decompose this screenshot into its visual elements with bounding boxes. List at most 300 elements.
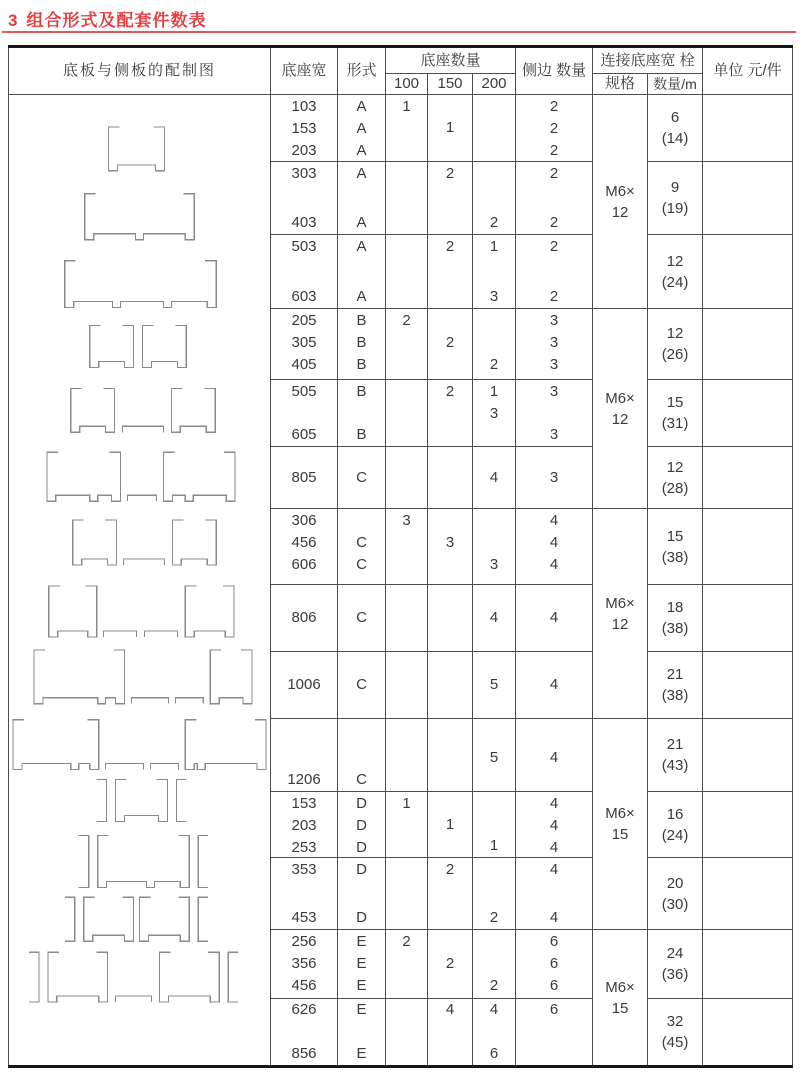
form-c-base-1206-piece (106, 764, 144, 770)
cell-value: 3 (549, 333, 559, 351)
cell-value (516, 1043, 592, 1065)
cell-value: 4 (549, 609, 559, 626)
qty-150-cell (428, 792, 473, 858)
base-width-cell (271, 719, 338, 792)
form-e-base-256-piece (84, 897, 134, 941)
cell-value: 4 (489, 609, 499, 626)
bolt-qty-cell (648, 858, 703, 930)
cell-value: 2 (445, 954, 455, 972)
cell-value: 1 (489, 237, 499, 255)
cell-value: 1 (445, 119, 455, 136)
base-width-cell (271, 652, 338, 719)
qty-line: (14) (661, 130, 689, 147)
cell-value: B (356, 425, 367, 443)
cell-value: 6 (489, 1045, 499, 1062)
form-d-base-353-piece (98, 835, 190, 887)
cell-value (386, 907, 427, 929)
cell-value: 356 (291, 954, 317, 972)
form-b-base-205-piece (142, 326, 186, 368)
side-qty-cell (516, 652, 593, 719)
qty-200-cell (473, 585, 516, 652)
header-qty-150: 150 (428, 74, 473, 95)
cell-value: 4 (549, 816, 559, 834)
form-d-base-153-piece (176, 780, 186, 822)
cell-value: 3 (549, 382, 559, 400)
header-qty-200: 200 (473, 74, 516, 95)
cell-value: 4 (549, 748, 559, 766)
qty-150-cell (428, 585, 473, 652)
qty-line: 12 (666, 458, 684, 476)
qty-line: 24 (666, 945, 684, 962)
spec-line: 15 (611, 999, 629, 1017)
cell-value: 2 (445, 860, 455, 878)
qty-line: 20 (666, 874, 684, 892)
cell-value (428, 1043, 472, 1065)
qty-line: 15 (666, 527, 684, 545)
bolt-qty-value (648, 251, 702, 293)
cell-value: 3 (445, 533, 455, 551)
cell-value (473, 332, 515, 354)
cell-value: C (356, 468, 367, 486)
cell-value (386, 975, 427, 997)
base-width-cell (271, 999, 338, 1067)
side-qty-cell (516, 585, 593, 652)
cell-value: 2 (445, 382, 455, 400)
form-c-base-1206 (13, 720, 266, 770)
form-d-base-153-piece (97, 780, 107, 822)
header-form: 形式 (338, 47, 386, 95)
qty-100-cell (386, 95, 428, 162)
side-qty-cell (516, 858, 593, 930)
cell-value: E (356, 1045, 367, 1062)
form-b-base-505-piece (171, 388, 215, 432)
cell-value: 1 (489, 382, 499, 400)
cell-value: 3 (549, 311, 559, 329)
cell-value: 2 (445, 164, 455, 182)
bolt-qty-cell (648, 95, 703, 162)
form-b-base-805-piece (163, 452, 235, 501)
bolt-qty-cell (648, 162, 703, 235)
form-c-base-806-piece (185, 586, 234, 637)
bolt-qty-value (648, 526, 702, 568)
qty-line: (26) (661, 346, 689, 363)
qty-200-cell (473, 858, 516, 930)
form-c-base-306-piece (124, 559, 165, 565)
cell-value: 856 (291, 1045, 317, 1062)
cell-value: 2 (445, 237, 455, 255)
qty-200-cell (473, 235, 516, 309)
cell-value (386, 1043, 427, 1065)
qty-150-cell (428, 999, 473, 1067)
form-b-base-205 (90, 326, 187, 368)
unit-price-cell (703, 447, 793, 509)
cell-value: E (356, 954, 367, 972)
qty-100-cell (386, 858, 428, 930)
bolt-qty-cell (648, 652, 703, 719)
form-c-base-806-piece (104, 631, 137, 637)
bolt-spec-value (593, 388, 647, 430)
unit-price-cell (703, 585, 793, 652)
qty-200-cell (473, 999, 516, 1067)
cell-value: 2 (489, 213, 499, 231)
bolt-spec-cell (593, 930, 648, 1067)
cell-value: 1 (402, 97, 411, 115)
cell-value: 4 (549, 860, 559, 878)
bolt-spec-value (593, 803, 647, 845)
qty-line: (38) (661, 548, 689, 566)
cell-value (386, 402, 427, 424)
base-width-cell (271, 162, 338, 235)
cell-value: 6 (549, 932, 559, 950)
form-cell (338, 858, 386, 930)
qty-100-cell (386, 719, 428, 792)
cell-value (386, 953, 427, 975)
cell-value (428, 554, 472, 576)
cell-value: C (356, 609, 367, 626)
bolt-qty-value (648, 873, 702, 915)
cell-value (473, 139, 515, 161)
cell-value: 205 (291, 311, 317, 329)
section-title: 组合形式及配套件数表 (26, 11, 207, 30)
header-bolt-qty-per-m: 数量/m (648, 74, 703, 95)
cell-value (271, 403, 337, 424)
cell-value: 603 (291, 287, 317, 305)
cell-value (428, 510, 472, 532)
form-cell (338, 652, 386, 719)
qty-line: 6 (670, 109, 680, 126)
cell-value: 2 (402, 311, 411, 329)
cell-value: 303 (291, 164, 317, 182)
spec-line: M6× (605, 978, 635, 996)
bolt-spec-cell (593, 719, 648, 930)
qty-100-cell (386, 930, 428, 999)
cell-value (428, 286, 472, 308)
form-cell (338, 309, 386, 380)
qty-150-cell (428, 162, 473, 235)
form-a-base-500-piece (65, 261, 216, 308)
qty-line: 18 (666, 599, 684, 616)
bolt-qty-value (648, 457, 702, 499)
form-d-base-153-piece (116, 780, 168, 822)
spec-line: 15 (611, 826, 629, 843)
bolt-qty-cell (648, 719, 703, 792)
qty-150-cell (428, 652, 473, 719)
qty-200-cell (473, 380, 516, 447)
qty-150-cell (428, 235, 473, 309)
base-width-cell (271, 585, 338, 652)
form-cell (338, 999, 386, 1067)
form-cell (338, 380, 386, 447)
cell-value: 505 (291, 382, 317, 400)
qty-line: (24) (661, 273, 689, 291)
form-d-base-153 (97, 780, 187, 822)
spec-line: M6× (605, 594, 635, 612)
form-c-base-806-piece (144, 631, 177, 637)
cell-value (473, 117, 515, 139)
cell-value: 2 (489, 908, 499, 926)
side-qty-cell (516, 162, 593, 235)
base-width-cell (271, 309, 338, 380)
bolt-qty-cell (648, 999, 703, 1067)
unit-price-cell (703, 309, 793, 380)
form-c-base-1006-piece (210, 650, 252, 704)
spec-line: M6× (605, 182, 635, 200)
cell-value (386, 747, 427, 769)
bolt-spec-value (593, 593, 647, 635)
cell-value (428, 310, 472, 332)
cell-value (473, 510, 515, 532)
side-qty-cell (516, 792, 593, 858)
cell-value (386, 354, 427, 376)
cell-value (473, 310, 515, 332)
form-c-base-806-piece (49, 586, 97, 637)
qty-line: (38) (661, 620, 689, 637)
cell-value: 456 (291, 976, 317, 994)
bolt-qty-value (648, 804, 702, 846)
spec-line: 12 (611, 410, 629, 428)
qty-line: 21 (666, 736, 684, 753)
cell-value (386, 424, 427, 446)
cell-value: A (356, 237, 367, 255)
cell-value: 3 (489, 555, 499, 573)
form-e-base-256-piece (65, 897, 75, 941)
unit-price-cell (703, 235, 793, 309)
form-a-base-300-piece (85, 194, 195, 240)
cell-value (386, 286, 427, 308)
bolt-qty-cell (648, 792, 703, 858)
cell-value (386, 769, 427, 791)
unit-price-cell (703, 652, 793, 719)
qty-100-cell (386, 792, 428, 858)
cell-value: 2 (549, 287, 559, 305)
cell-value: 4 (549, 511, 559, 529)
bolt-qty-value (648, 392, 702, 434)
bolt-qty-value (648, 943, 702, 985)
base-width-cell (271, 380, 338, 447)
form-cell (338, 792, 386, 858)
qty-150-cell (428, 447, 473, 509)
form-e-base-626 (29, 952, 238, 1002)
form-c-base-1006 (34, 650, 252, 704)
unit-price-cell (703, 380, 793, 447)
cell-value: 606 (291, 555, 317, 573)
unit-price-cell (703, 95, 793, 162)
cell-value: 3 (549, 468, 559, 486)
form-a-base-500 (65, 261, 216, 308)
qty-100-cell (386, 509, 428, 585)
cell-value (386, 236, 427, 258)
qty-100-cell (386, 585, 428, 652)
side-qty-cell (516, 380, 593, 447)
qty-line: (28) (661, 479, 689, 497)
cell-value: D (356, 838, 367, 856)
combination-spec-table (8, 45, 793, 1068)
cell-value: A (356, 287, 367, 305)
side-qty-cell (516, 509, 593, 585)
form-b-base-805-piece (47, 452, 121, 501)
cell-value: 2 (549, 119, 559, 137)
cell-value: 3 (402, 511, 411, 529)
form-c-base-1006-piece (34, 650, 125, 704)
cell-value: 3 (549, 355, 559, 373)
form-c-base-1006-piece (175, 698, 203, 704)
cell-value: B (356, 311, 367, 329)
unit-price-cell (703, 930, 793, 999)
form-a-base-100-piece (109, 127, 165, 171)
header-base-width: 底座宽 (271, 47, 338, 95)
base-width-cell (271, 792, 338, 858)
cell-value: 503 (291, 237, 317, 255)
cell-value: 1 (445, 815, 455, 833)
cell-value: E (356, 932, 367, 950)
qty-line: 12 (666, 325, 684, 342)
cell-value (386, 554, 427, 576)
bolt-qty-value (648, 323, 702, 365)
form-c-base-306-piece (172, 520, 216, 565)
cell-value: C (356, 770, 367, 788)
cell-value: 6 (549, 954, 559, 972)
cell-value: D (356, 908, 367, 926)
profile-diagrams (9, 95, 270, 1065)
form-d-base-353-piece (198, 835, 208, 887)
cell-value: 253 (291, 838, 317, 856)
cell-value: 405 (291, 355, 317, 373)
qty-150-cell (428, 95, 473, 162)
cell-value: 4 (549, 838, 559, 856)
form-a-base-100 (109, 127, 165, 171)
form-c-base-1206-piece (150, 764, 178, 770)
form-e-base-626-piece (228, 952, 238, 1002)
qty-150-cell (428, 509, 473, 585)
cell-value: 2 (445, 333, 455, 351)
bolt-qty-cell (648, 447, 703, 509)
cell-value (428, 403, 472, 425)
qty-200-cell (473, 719, 516, 792)
cell-value: 2 (489, 976, 499, 994)
qty-line: (31) (661, 415, 689, 432)
cell-value: 1206 (287, 770, 321, 788)
qty-line: (43) (661, 757, 689, 774)
bolt-qty-value (648, 1011, 702, 1053)
cell-value (386, 212, 427, 234)
qty-200-cell (473, 930, 516, 999)
cell-value: 203 (291, 816, 317, 834)
unit-price-cell (703, 509, 793, 585)
qty-150-cell (428, 719, 473, 792)
bolt-spec-cell (593, 309, 648, 509)
bolt-qty-cell (648, 235, 703, 309)
qty-line: 32 (666, 1013, 684, 1030)
cell-value: 2 (549, 97, 559, 115)
cell-value: 806 (291, 609, 317, 626)
cell-value (473, 163, 515, 185)
cell-value: A (356, 141, 367, 159)
side-qty-cell (516, 309, 593, 380)
cell-value: 2 (549, 213, 559, 231)
cell-value (473, 96, 515, 118)
cell-value: 456 (291, 533, 317, 551)
cell-value (386, 607, 427, 629)
qty-100-cell (386, 652, 428, 719)
cell-value: 103 (291, 97, 317, 115)
form-b-base-505-piece (123, 426, 164, 432)
spec-line: M6× (605, 805, 635, 822)
cell-value (338, 747, 385, 769)
qty-line: (36) (661, 966, 689, 983)
cell-value: B (356, 355, 367, 373)
cell-value: 6 (549, 1001, 559, 1018)
cell-value: 4 (549, 555, 559, 573)
cell-value (428, 793, 472, 814)
bolt-qty-value (648, 177, 702, 219)
form-c-base-806 (49, 586, 234, 637)
cell-value: 3 (489, 287, 499, 305)
cell-value (271, 747, 337, 769)
unit-price-cell (703, 858, 793, 930)
cell-value (428, 836, 472, 857)
base-width-cell (271, 509, 338, 585)
cell-value (386, 467, 427, 489)
cell-value: 4 (489, 468, 499, 486)
form-e-base-256 (65, 897, 208, 941)
cell-value: 3 (489, 404, 499, 422)
cell-value: 153 (291, 794, 317, 812)
qty-200-cell (473, 447, 516, 509)
form-b-base-505 (71, 388, 215, 432)
qty-150-cell (428, 380, 473, 447)
cell-value (386, 163, 427, 185)
form-e-base-256-piece (198, 897, 208, 941)
cell-value: 403 (291, 213, 317, 231)
form-e-base-626-piece (116, 996, 152, 1002)
form-e-base-626-piece (159, 952, 219, 1002)
cell-value: 4 (549, 676, 559, 693)
cell-value (386, 118, 427, 140)
form-cell (338, 95, 386, 162)
cell-value (473, 859, 515, 881)
cell-value: 1 (402, 794, 411, 812)
cell-value (386, 332, 427, 354)
side-qty-cell (516, 235, 593, 309)
cell-value (386, 381, 427, 403)
form-e-base-256-piece (140, 897, 190, 941)
cell-value: 4 (549, 533, 559, 551)
cell-value (386, 815, 427, 836)
form-c-base-306 (73, 520, 216, 565)
form-b-base-205-piece (90, 326, 134, 368)
cell-value (428, 931, 472, 953)
form-cell (338, 235, 386, 309)
section-number: 3 (8, 11, 18, 30)
qty-line: (24) (661, 826, 689, 844)
cell-value: 1006 (287, 676, 321, 693)
qty-100-cell (386, 999, 428, 1067)
cell-value: 2 (549, 164, 559, 182)
bolt-qty-cell (648, 930, 703, 999)
cell-value: 203 (291, 141, 317, 159)
form-c-base-1006-piece (132, 698, 169, 704)
cell-value (338, 510, 385, 532)
bolt-qty-value (648, 107, 702, 149)
qty-line: (45) (661, 1034, 689, 1051)
bolt-qty-cell (648, 309, 703, 380)
qty-line: 12 (666, 252, 684, 270)
cell-value: E (356, 976, 367, 994)
form-cell (338, 447, 386, 509)
side-qty-cell (516, 95, 593, 162)
cell-value: 306 (291, 511, 317, 529)
form-b-base-805 (47, 452, 235, 501)
